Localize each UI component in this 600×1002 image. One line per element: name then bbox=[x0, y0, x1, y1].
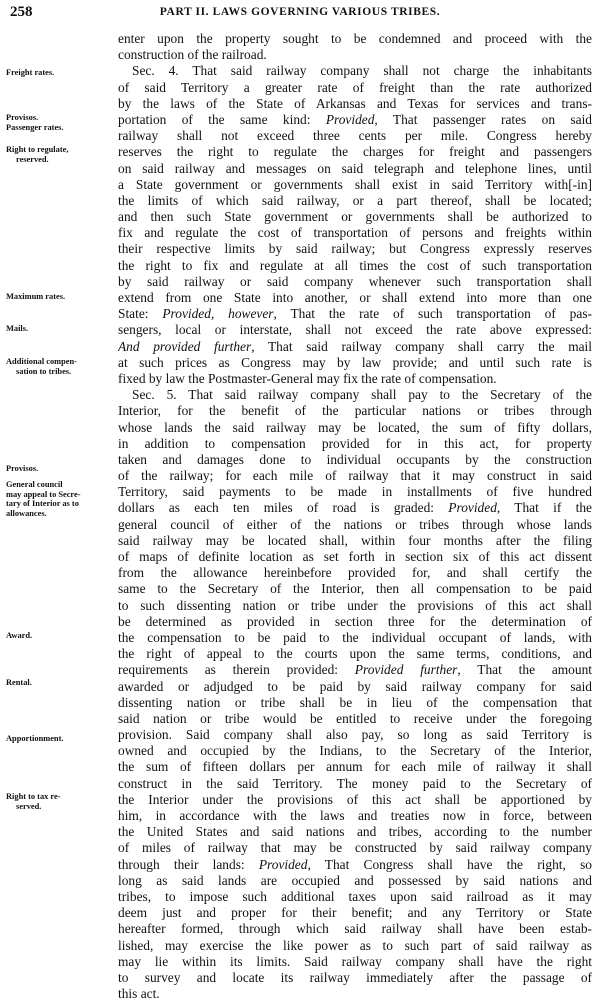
text-line: the sum of fifteen dollars per annum for each mile of railway it shall bbox=[118, 759, 592, 775]
text-line bbox=[118, 339, 592, 355]
text-line: general council of either of the nations or tribes through whose lands bbox=[118, 516, 592, 532]
margin-note-line: Rental. bbox=[6, 678, 32, 687]
text-line: a State government or governments shall exist in said Territory with[-in] bbox=[118, 176, 592, 192]
text-line: may lie within its limits. Said railway company shall have the right bbox=[118, 953, 592, 969]
text-line: awarded or adjudged to be paid by said railway company for said bbox=[118, 678, 592, 694]
italic-term: And provided further bbox=[118, 338, 252, 354]
text-line bbox=[118, 857, 592, 873]
text-line: be determined as provided in section three for the determination of bbox=[118, 613, 592, 629]
text-line: at such prices as Congress may by law provide; and until such rate is bbox=[118, 354, 592, 370]
margin-note-award bbox=[6, 631, 114, 641]
margin-note-line: Provisos. bbox=[6, 464, 39, 473]
margin-note-additional-compensation bbox=[6, 357, 114, 376]
text-line: their respective limits by said railway; but Congress expressly reserves bbox=[118, 241, 592, 257]
text-line: from the allowance hereinbefore provided for, and shall certify the bbox=[118, 565, 592, 581]
margin-note-rental bbox=[6, 678, 114, 688]
text-line: by said railway or said company whenever such transportation shall bbox=[118, 273, 592, 289]
text-line: construction of the railroad. bbox=[118, 47, 267, 63]
text-line: taken and damages done to individual occupants by the construction bbox=[118, 451, 592, 467]
text-line: reserves the right to regulate the charges for freight and passengers bbox=[118, 144, 592, 160]
text-line: long as said lands are occupied and possessed by said nations and bbox=[118, 872, 592, 888]
text-line: construct in the said Territory. The money paid to the Secretary of bbox=[118, 775, 592, 791]
text-line: on said railway and messages on said telegraph and telephone lines, until bbox=[118, 160, 592, 176]
text-line: the right to fix and regulate at all times the cost of such transportation bbox=[118, 257, 592, 273]
running-title: PART II. LAWS GOVERNING VARIOUS TRIBES. bbox=[159, 6, 441, 18]
text-line: owned and occupied by the Indians, to the Secretary of the Interior, bbox=[118, 743, 592, 759]
text-line: of maps of definite location as set forth in section six of this act dissent bbox=[118, 549, 592, 564]
text-line bbox=[118, 662, 592, 678]
margin-note-line: Provisos. bbox=[6, 113, 39, 122]
text-line: him, in accordance with the laws and treaties now in force, between bbox=[118, 808, 592, 823]
margin-note-line: may appeal to Secre- bbox=[6, 489, 81, 499]
text-segment: portation of the same kind: bbox=[118, 111, 326, 127]
text-segment: , That passenger rates on said bbox=[374, 111, 592, 127]
text-line: enter upon the property sought to be condemned and proceed with the bbox=[118, 31, 592, 46]
text-line: fix and regulate the cost of transportation of persons and freights within bbox=[118, 225, 592, 241]
margin-note-apportionment bbox=[6, 734, 114, 744]
italic-term: Provided bbox=[325, 111, 375, 127]
margin-note-line: Apportionment. bbox=[6, 734, 64, 743]
italic-term: Provided bbox=[448, 500, 497, 516]
margin-note-freight-rates bbox=[6, 68, 114, 78]
text-line: sengers, local or interstate, shall not exceed the rate above expressed: bbox=[118, 322, 592, 338]
margin-note-line: General council bbox=[6, 480, 63, 489]
text-line: the United States and said nations and tribes, according to the number bbox=[118, 824, 592, 840]
text-line: to such dissenting nation or tribe under the provisions of this act shall bbox=[118, 597, 592, 613]
text-segment: , That Congress shall have the right, so bbox=[307, 856, 592, 872]
text-line: this act. bbox=[118, 986, 160, 1002]
text-line: the compensation to be paid to the individual occupant of lands, with bbox=[118, 629, 592, 645]
margin-note-right-to-tax bbox=[6, 792, 114, 811]
text-segment: , That if the bbox=[496, 500, 592, 516]
text-line bbox=[118, 306, 592, 322]
text-line: Territory, said payments to be made in installments of five hundred bbox=[118, 484, 592, 500]
margin-note-line: reserved. bbox=[16, 154, 49, 164]
margin-note-line: Maximum rates. bbox=[6, 292, 66, 301]
margin-note-maximum-rates bbox=[6, 292, 114, 302]
margin-note-line: Mails. bbox=[6, 324, 29, 333]
text-segment: , That said railway company shall carry the mail bbox=[251, 338, 592, 354]
italic-term: Provided, however bbox=[162, 306, 274, 322]
text-line: the Interior under the provisions of this act shall be apportioned by bbox=[118, 791, 592, 807]
text-line: by the laws of the State of Arkansas and Texas for services and trans- bbox=[118, 95, 592, 111]
text-line: deem just and proper for their benefit; and any Territory or State bbox=[118, 905, 592, 921]
text-line: Interior, for the benefit of the particular nations or tribes through bbox=[118, 403, 592, 419]
text-line: and then such State government or governments shall be authorized to bbox=[118, 209, 592, 225]
text-line: of said Territory a greater rate of freight than the rate authorized bbox=[118, 79, 592, 95]
page-header bbox=[8, 4, 592, 26]
text-segment: , That the rate of such transportation of pas- bbox=[273, 306, 592, 322]
text-line: to survey and locate its railway immediately after the passage of bbox=[118, 969, 592, 985]
body-text bbox=[118, 31, 592, 1002]
text-line: of the railway; for each mile of railway that it may construct in said bbox=[118, 468, 592, 484]
margin-note-line: Award. bbox=[6, 631, 33, 640]
margin-note-right-to-regulate bbox=[6, 145, 114, 164]
text-line: provision. Said company shall also pay, so long as said Territory is bbox=[118, 727, 592, 743]
margin-note-line: Additional compen- bbox=[6, 357, 77, 366]
text-line: the right of appeal to the courts upon the same terms, conditions, and bbox=[118, 646, 592, 662]
page-number: 258 bbox=[10, 4, 33, 20]
text-segment: dollars as each ten miles of road is graded: bbox=[118, 500, 449, 516]
margin-note-line: served. bbox=[16, 801, 42, 811]
italic-term: Provided further bbox=[354, 662, 458, 678]
text-line bbox=[118, 112, 592, 128]
text-line: same to the Secretary of the Interior, then all compensation to be paid bbox=[118, 581, 592, 597]
margin-note-mails bbox=[6, 324, 114, 334]
text-line: tribes, to impose such additional taxes upon said railroad as it may bbox=[118, 888, 592, 904]
text-line: lished, may exercise the like power as to such part of said railway as bbox=[118, 937, 592, 953]
italic-term: Provided bbox=[258, 856, 308, 872]
margin-note-provisos-2 bbox=[6, 464, 114, 474]
margin-note-line: tary of Interior as to bbox=[6, 499, 79, 509]
text-line: in addition to compensation provided for in this act, for property bbox=[118, 435, 592, 451]
text-line: said railway may be located shall, within four months after the filing bbox=[118, 532, 592, 548]
margin-note-line: allowances. bbox=[6, 508, 47, 518]
text-line: Sec. 4. That said railway company shall not charge the inhabitants bbox=[132, 63, 592, 79]
text-segment: requirements as therein provided: bbox=[118, 662, 355, 678]
margin-note-line: Right to tax re- bbox=[6, 792, 61, 801]
text-line: Sec. 5. That said railway company shall pay to the Secretary of the bbox=[132, 387, 592, 403]
text-line: whose lands the said railway may be located, the sum of fifty dollars, bbox=[118, 419, 592, 435]
margin-note-line: sation to tribes. bbox=[16, 366, 72, 376]
text-line bbox=[118, 500, 592, 516]
margin-note-line: Freight rates. bbox=[6, 68, 55, 77]
text-line: hereafter formed, through which said railway shall have been estab- bbox=[118, 921, 592, 937]
margin-note-line: Right to regulate, bbox=[6, 145, 69, 154]
text-line: extend from one State into another, or shall extend into more than one bbox=[118, 290, 592, 305]
text-line: dissenting nation or tribe shall be in lieu of the compensation that bbox=[118, 694, 592, 710]
text-line: the limits of which said railway, or a part thereof, shall be located; bbox=[118, 192, 592, 208]
text-line: fixed by law the Postmaster-General may fix the rate of compensation. bbox=[118, 370, 497, 386]
text-segment: State: bbox=[118, 306, 163, 322]
text-line: railway shall not exceed three cents per mile. Congress hereby bbox=[118, 128, 592, 144]
text-line: of miles of railway that may be constructed by said railway company bbox=[118, 840, 592, 856]
text-segment: through their lands: bbox=[118, 856, 259, 872]
margin-note-provisos-passenger bbox=[6, 113, 114, 132]
margin-note-general-council bbox=[6, 480, 114, 518]
margin-note-line: Passenger rates. bbox=[6, 122, 64, 132]
text-segment: , That the amount bbox=[457, 662, 592, 678]
text-line: said nation or tribe would be entitled to receive under the foregoing bbox=[118, 710, 592, 726]
